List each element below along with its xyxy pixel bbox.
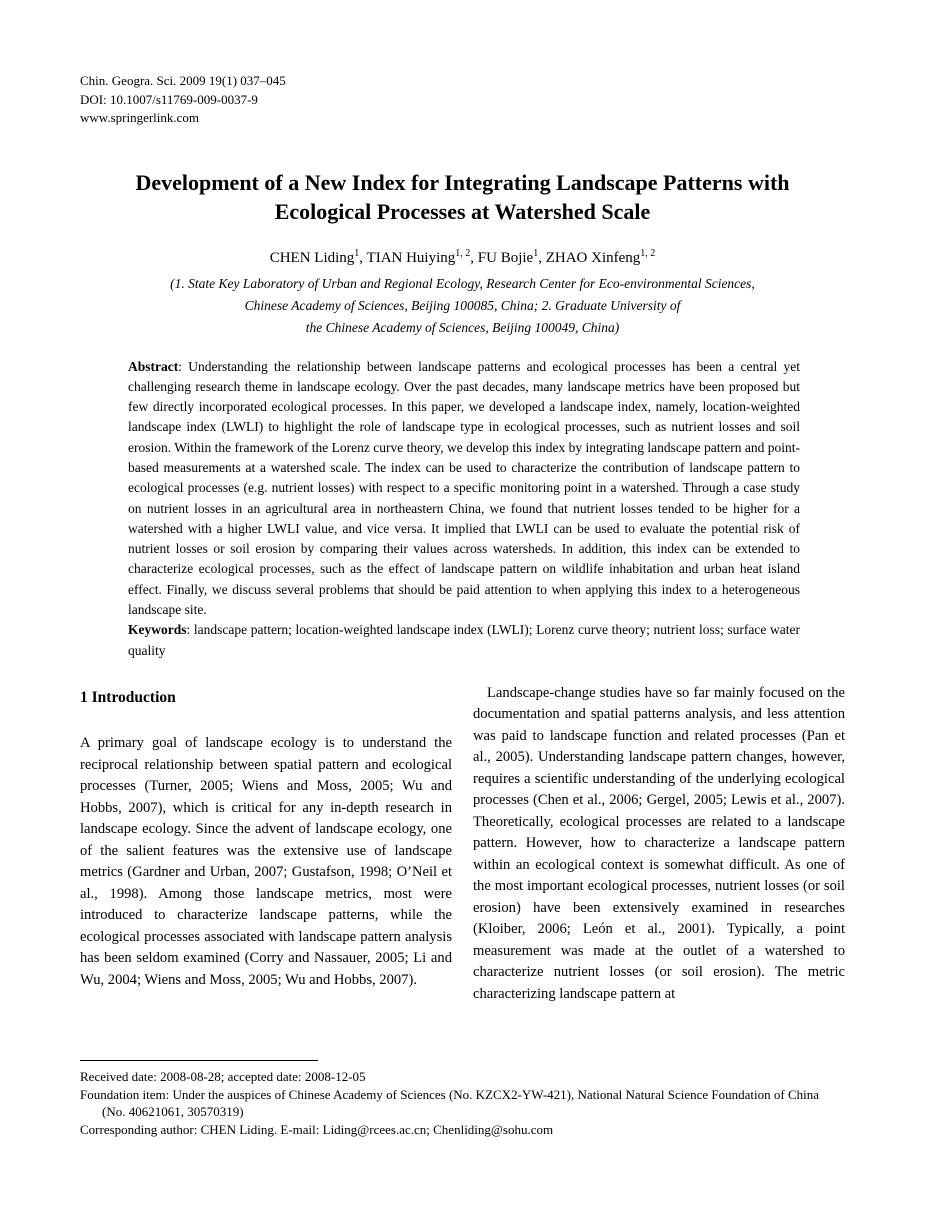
foundation-item: Foundation item: Under the auspices of Chinese Academy of Sciences (No. KZCX2-YW-421), National Natural Science Foundation of China (No. 40621061, 30570319) [80, 1086, 820, 1119]
authors-line [80, 247, 845, 267]
intro-paragraph-left: A primary goal of landscape ecology is to understand the reciprocal relationship between spatial pattern and ecological processes (Turner, 2005; Wiens and Moss, 2005; Wu and Hobbs, 2007), which is critical for any in-depth research in landscape ecology. Since the advent of landscape ecology, one of the salient features was the extensive use of landscape metrics (Gardner and Urban, 2007; Gustafson, 1998; O’Neil et al., 1998). Among those landscape metrics, most were introduced to characterize landscape patterns, while the ecological processes associated with landscape pattern analysis has been seldom examined (Corry and Nassauer, 2005; Li and Wu, 2004; Wiens and Moss, 2005; Wu and Hobbs, 2007). [80, 735, 452, 988]
author-affiliation-sup: 1, 2 [455, 247, 471, 259]
author-name-text: ZHAO Xinfeng [545, 249, 641, 266]
corresponding-author: Corresponding author: CHEN Liding. E-mail: Liding@rcees.ac.cn; Chenliding@sohu.com [80, 1121, 554, 1137]
article-body [80, 683, 845, 1006]
author-name [366, 247, 478, 266]
author-name [269, 247, 367, 266]
author-affiliation-sup: 1 [533, 247, 539, 259]
received-date: Received date: 2008-08-28; accepted date: 2008-12-05 [80, 1069, 366, 1084]
affiliation-line: (1. State Key Laboratory of Urban and Regional Ecology, Research Center for Eco-environmental Sciences, [170, 275, 755, 291]
affiliations [80, 273, 845, 339]
author-name [545, 247, 656, 266]
author-separator: , [359, 249, 367, 266]
keywords-line [128, 620, 800, 661]
intro-paragraph-right: Landscape-change studies have so far mainly focused on the documentation and spatial patterns analysis, and less attention was paid to landscape function and related processes (Pan et al., 2005). Understanding landscape pattern changes, however, requires a scientific understanding of the underlying ecological processes (Chen et al., 2006; Gergel, 2005; Lewis et al., 2007). Theoretically, ecological processes are related to a landscape pattern. However, how to characterize a landscape pattern within an ecological context is somewhat difficult. As one of the most important ecological processes, nutrient losses (or soil erosion) have been extensively examined in researches (Kloiber, 2006; León et al., 2001). Typically, a point measurement was made at the outlet of a watershed to characterize nutrient losses (or soil erosion). The metric characterizing landscape pattern at [473, 684, 845, 1002]
abstract-text: : Understanding the relationship between landscape patterns and ecological processes has been a central yet challenging research theme in landscape ecology. Over the past decades, many landscape metrics have been proposed but few directly incorporated ecological processes. In this paper, we developed a landscape index, namely, location-weighted landscape index (LWLI) to highlight the role of landscape type in ecological processes, such as nutrient losses and soil erosion. Within the framework of the Lorenz curve theory, we develop this index by integrating landscape pattern and point-based measurements at a watershed scale. The index can be used to characterize the contribution of landscape pattern to ecological processes (e.g. nutrient losses) with respect to a specific monitoring point in a watershed. Through a case study on nutrient losses in an agricultural area in northeastern China, we found that nutrient losses tended to be higher for a watershed with a higher LWLI value, and vice versa. It implied that LWLI can be used to evaluate the potential risk of nutrient losses or soil erosion by comparing their values across watersheds. In addition, this index can be extended to characterize ecological processes, such as the effect of landscape pattern on wildlife inhabitation and urban heat island effect. Finally, we discuss several problems that should be paid attention to when applying this index to a heterogeneous landscape site. [128, 358, 800, 618]
author-name-text: CHEN Liding [269, 249, 355, 266]
keywords-label: Keywords [128, 622, 187, 638]
journal-citation: Chin. Geogra. Sci. 2009 19(1) 037–045 [80, 73, 286, 88]
author-separator: , [538, 249, 546, 266]
journal-header [80, 72, 845, 128]
footnote-rule [80, 1060, 318, 1061]
author-name-text: FU Bojie [477, 249, 534, 266]
author-affiliation-sup: 1 [354, 247, 360, 259]
abstract-label: Abstract [128, 358, 179, 374]
author-name [477, 247, 546, 266]
affiliation-line: Chinese Academy of Sciences, Beijing 100085, China; 2. Graduate University of [244, 297, 681, 313]
doi: DOI: 10.1007/s11769-009-0037-9 [80, 91, 258, 107]
author-affiliation-sup: 1, 2 [640, 247, 656, 259]
paper-title: Development of a New Index for Integrating Landscape Patterns with Ecological Processes at Watershed Scale [135, 169, 790, 224]
author-name-text: TIAN Huiying [366, 249, 456, 266]
abstract-section [128, 357, 800, 661]
right-column [473, 683, 845, 1006]
journal-url: www.springerlink.com [80, 110, 200, 125]
footnote-section [80, 1060, 845, 1138]
author-separator: , [470, 249, 478, 266]
section-heading-introduction: 1 Introduction [80, 688, 176, 706]
abstract-paragraph [128, 357, 800, 621]
affiliation-line: the Chinese Academy of Sciences, Beijing 100049, China) [305, 319, 620, 335]
left-column [80, 683, 452, 1006]
keywords-text: : landscape pattern; location-weighted landscape index (LWLI); Lorenz curve theory; nutrient loss; surface water quality [128, 622, 800, 658]
